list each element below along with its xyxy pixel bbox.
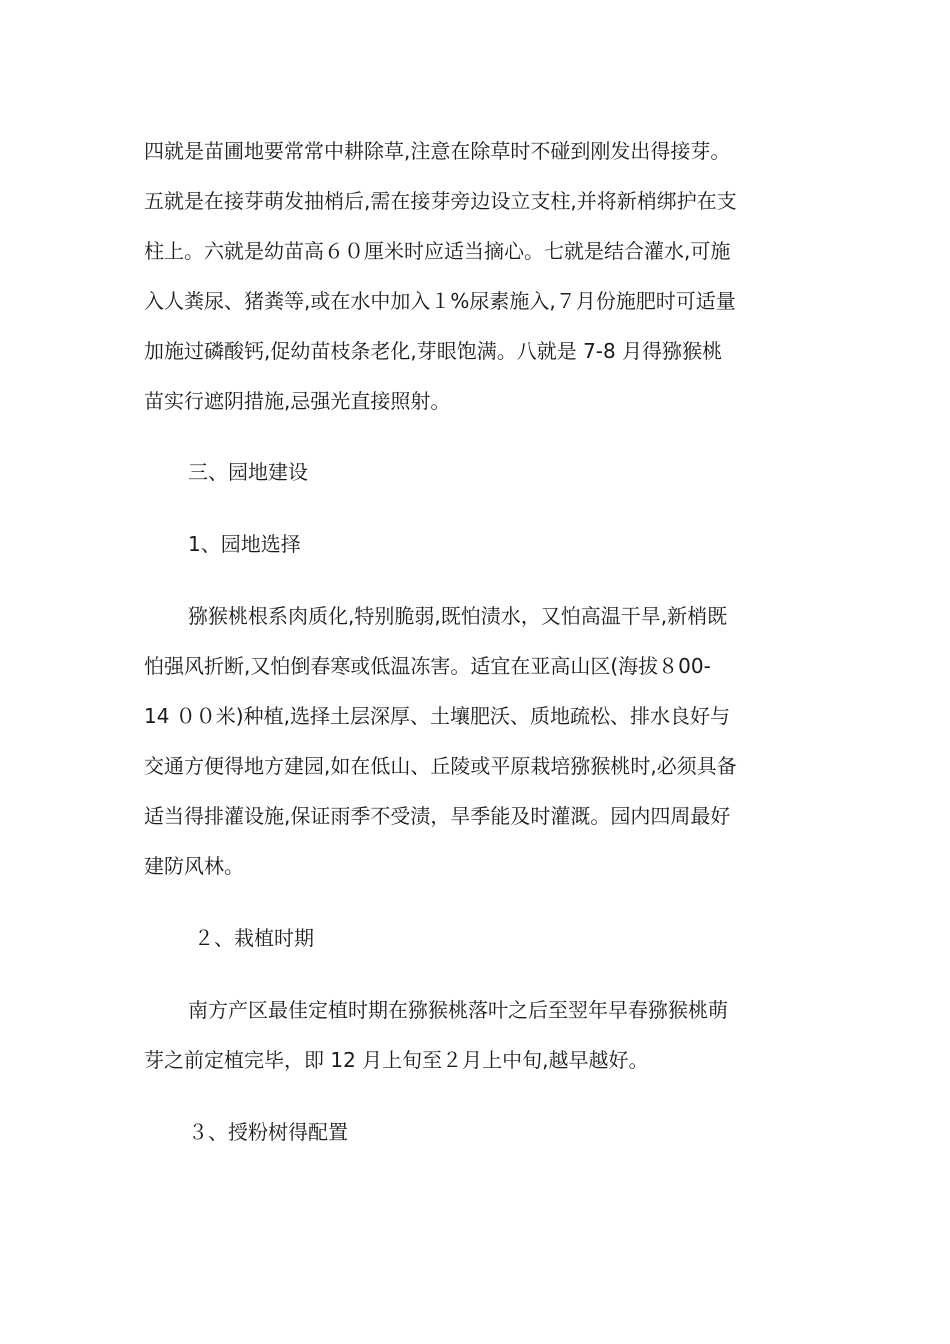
- text-line: 适当得排灌设施,保证雨季不受渍，旱季能及时灌溉。园内四周最好: [144, 804, 731, 828]
- text-line: 南方产区最佳定植时期在猕猴桃落叶之后至翌年早春猕猴桃萌: [188, 998, 728, 1022]
- text-line: 14 ００米)种植,选择土层深厚、土壤肥沃、质地疏松、排水良好与: [144, 704, 730, 728]
- text-line: 四就是苗圃地要常常中耕除草,注意在除草时不碰到刚发出得接芽。: [144, 139, 731, 163]
- text-line: 建防风林。: [144, 854, 244, 878]
- text-line: 猕猴桃根系肉质化,特别脆弱,既怕渍水，又怕高温干旱,新梢既: [188, 604, 728, 628]
- text-line: 苗实行遮阴措施,忌强光直接照射。: [144, 389, 451, 413]
- text-line: 加施过磷酸钙,促幼苗枝条老化,芽眼饱满。八就是 7-8 月得猕猴桃: [144, 339, 723, 363]
- text-line: 入人粪尿、猪粪等,或在水中加入１%尿素施入,７月份施肥时可适量: [144, 289, 736, 313]
- subsection-heading: 1、园地选择: [188, 532, 301, 556]
- text-line: 怕强风折断,又怕倒春寒或低温冻害。适宜在亚高山区(海拔８00-: [144, 654, 711, 678]
- section-heading: 三、园地建设: [188, 460, 308, 484]
- subsection-heading: ３、授粉树得配置: [188, 1120, 348, 1144]
- text-line: 芽之前定植完毕，即 12 月上旬至２月上中旬,越早越好。: [144, 1048, 649, 1072]
- text-line: 五就是在接芽萌发抽梢后,需在接芽旁边设立支柱,并将新梢绑护在支: [144, 189, 737, 213]
- text-line: 柱上。六就是幼苗高６０厘米时应适当摘心。七就是结合灌水,可施: [144, 239, 731, 263]
- text-line: 交通方便得地方建园,如在低山、丘陵或平原栽培猕猴桃时,必须具备: [144, 754, 737, 778]
- subsection-heading: ２、栽植时期: [194, 926, 314, 950]
